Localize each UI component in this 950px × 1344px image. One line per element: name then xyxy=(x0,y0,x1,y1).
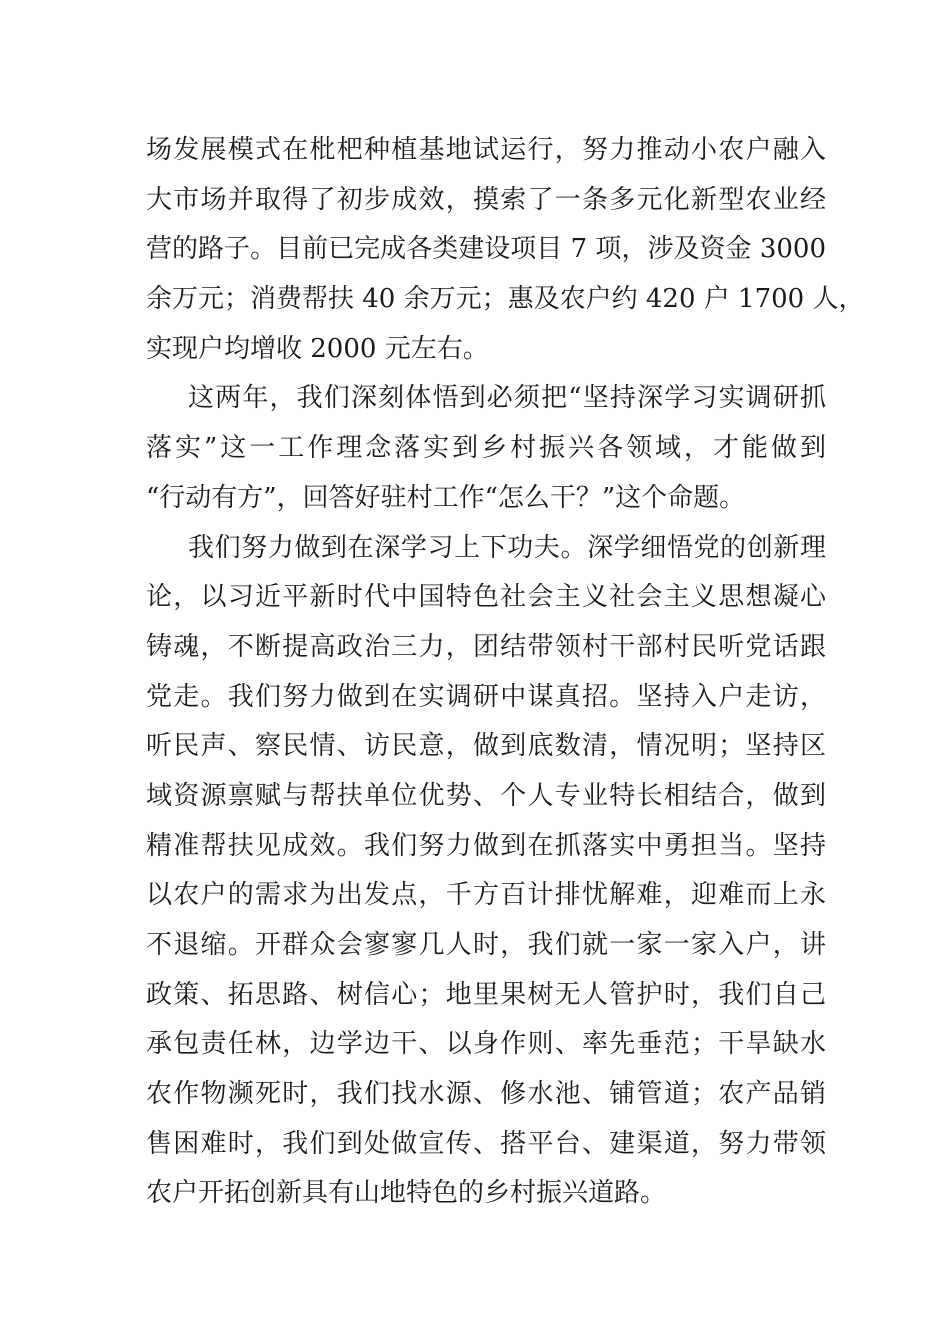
text-line: 听民声、察民情、访民意，做到底数清，情况明；坚持区 xyxy=(146,731,826,762)
text-line: 铸魂，不断提高政治三力，团结带领村干部村民听党话跟 xyxy=(146,631,826,662)
text-line: 政策、拓思路、树信心；地里果树无人管护时，我们自己 xyxy=(146,979,826,1010)
text-line: 落实”这一工作理念落实到乡村振兴各领域，才能做到 xyxy=(146,433,826,464)
text-line: 场发展模式在枇杷种植基地试运行，努力推动小农户融入 xyxy=(146,135,826,165)
text-line: 域资源禀赋与帮扶单位优势、个人专业特长相结合，做到 xyxy=(146,780,826,811)
text-line: 这两年，我们深刻体悟到必须把“坚持深学习实调研抓 xyxy=(188,383,826,414)
text-line: 营的路子。目前已完成各类建设项目 7 项，涉及资金 3000 xyxy=(146,234,826,265)
text-line: 大市场并取得了初步成效，摸索了一条多元化新型农业经 xyxy=(146,184,826,215)
text-line: 论，以习近平新时代中国特色社会主义社会主义思想凝心 xyxy=(146,582,826,613)
text-line: 农户开拓创新具有山地特色的乡村振兴道路。 xyxy=(146,1178,667,1209)
text-line: 不退缩。开群众会寥寥几人时，我们就一家一家入户，讲 xyxy=(146,930,826,960)
text-line: 精准帮扶见成效。我们努力做到在抓落实中勇担当。坚持 xyxy=(146,830,826,861)
body-text xyxy=(146,126,865,1219)
text-line: 售困难时，我们到处做宣传、搭平台、建渠道，努力带领 xyxy=(146,1128,826,1159)
text-line: 农作物濒死时，我们找水源、修水池、铺管道；农产品销 xyxy=(146,1079,826,1110)
text-line: 实现户均增收 2000 元左右。 xyxy=(146,333,489,364)
text-line: 我们努力做到在深学习上下功夫。深学细悟党的创新理 xyxy=(188,532,826,563)
text-line: “行动有方”，回答好驻村工作“怎么干？”这个命题。 xyxy=(146,482,746,513)
text-line: 余万元；消费帮扶 40 余万元；惠及农户约 420 户 1700 人， xyxy=(146,284,865,315)
text-line: 党走。我们努力做到在实调研中谋真招。坚持入户走访， xyxy=(146,681,826,712)
text-line: 以农户的需求为出发点，千方百计排忧解难，迎难而上永 xyxy=(146,880,826,911)
text-line: 承包责任林，边学边干、以身作则、率先垂范；干旱缺水 xyxy=(146,1029,826,1060)
